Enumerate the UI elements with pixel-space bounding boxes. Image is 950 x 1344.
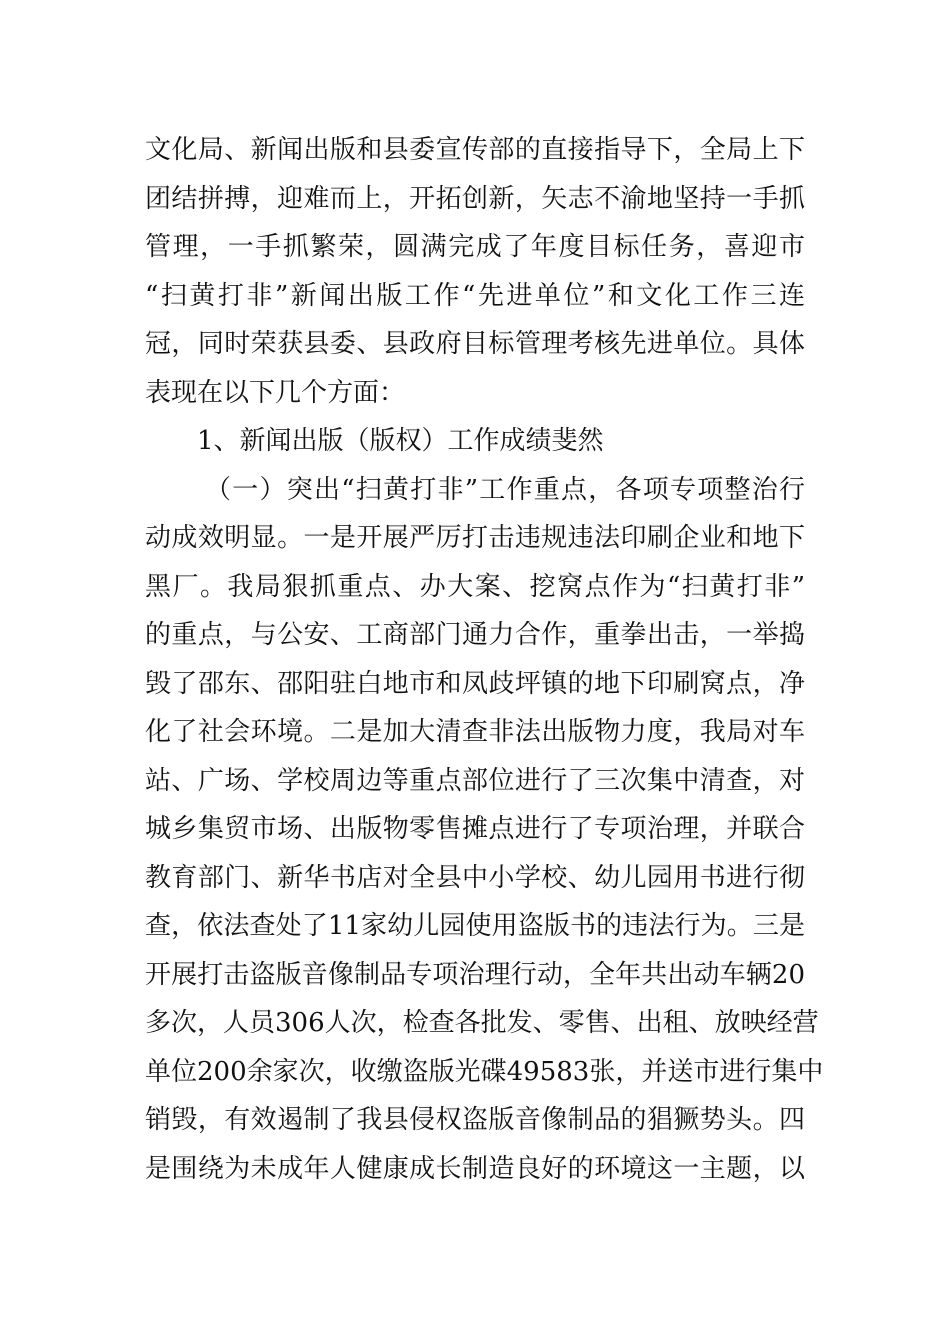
text-line: 黑厂。我局狠抓重点、办大案、挖窝点作为“扫黄打非” bbox=[145, 571, 805, 602]
text-line: 是围绕为未成年人健康成长制造良好的环境这一主题，以 bbox=[145, 1153, 805, 1184]
text-line: 站、广场、学校周边等重点部位进行了三次集中清查，对 bbox=[145, 765, 805, 796]
text-line: 表现在以下几个方面： bbox=[145, 377, 406, 408]
text-line: 单位200余家次，收缴盗版光碟49583张，并送市进行集中 bbox=[145, 1056, 824, 1087]
subsection-heading-line: （一）突出“扫黄打非”工作重点，各项专项整治行 bbox=[205, 474, 805, 505]
text-line: 团结拼搏，迎难而上，开拓创新，矢志不渝地坚持一手抓 bbox=[145, 183, 805, 214]
text-line: 查，依法查处了11家幼儿园使用盗版书的违法行为。三是 bbox=[145, 911, 805, 941]
text-line: 动成效明显。一是开展严厉打击违规违法印刷企业和地下 bbox=[145, 523, 805, 553]
section-heading: 1、新闻出版（版权）工作成绩斐然 bbox=[197, 426, 604, 456]
text-line: 开展打击盗版音像制品专项治理行动，全年共出动车辆20 bbox=[145, 959, 805, 990]
text-line: 管理，一手抓繁荣，圆满完成了年度目标任务，喜迎市 bbox=[145, 232, 805, 262]
text-line: 毁了邵东、邵阳驻白地市和凤歧坪镇的地下印刷窝点，净 bbox=[145, 668, 805, 699]
text-line: 多次，人员306人次，检查各批发、零售、出租、放映经营 bbox=[145, 1008, 819, 1038]
text-line: 教育部门、新华书店对全县中小学校、幼儿园用书进行彻 bbox=[145, 862, 805, 893]
text-line: 销毁，有效遏制了我县侵权盗版音像制品的猖獗势头。四 bbox=[145, 1105, 805, 1135]
text-line: 的重点，与公安、工商部门通力合作，重拳出击，一举捣 bbox=[145, 620, 805, 650]
text-line: 城乡集贸市场、出版物零售摊点进行了专项治理，并联合 bbox=[145, 814, 805, 844]
text-line: 化了社会环境。二是加大清查非法出版物力度，我局对车 bbox=[145, 717, 805, 747]
body-text bbox=[145, 126, 824, 1193]
text-line: “扫黄打非”新闻出版工作“先进单位”和文化工作三连 bbox=[145, 280, 805, 311]
text-line: 冠，同时荣获县委、县政府目标管理考核先进单位。具体 bbox=[145, 329, 805, 359]
text-line: 文化局、新闻出版和县委宣传部的直接指导下，全局上下 bbox=[145, 135, 805, 165]
